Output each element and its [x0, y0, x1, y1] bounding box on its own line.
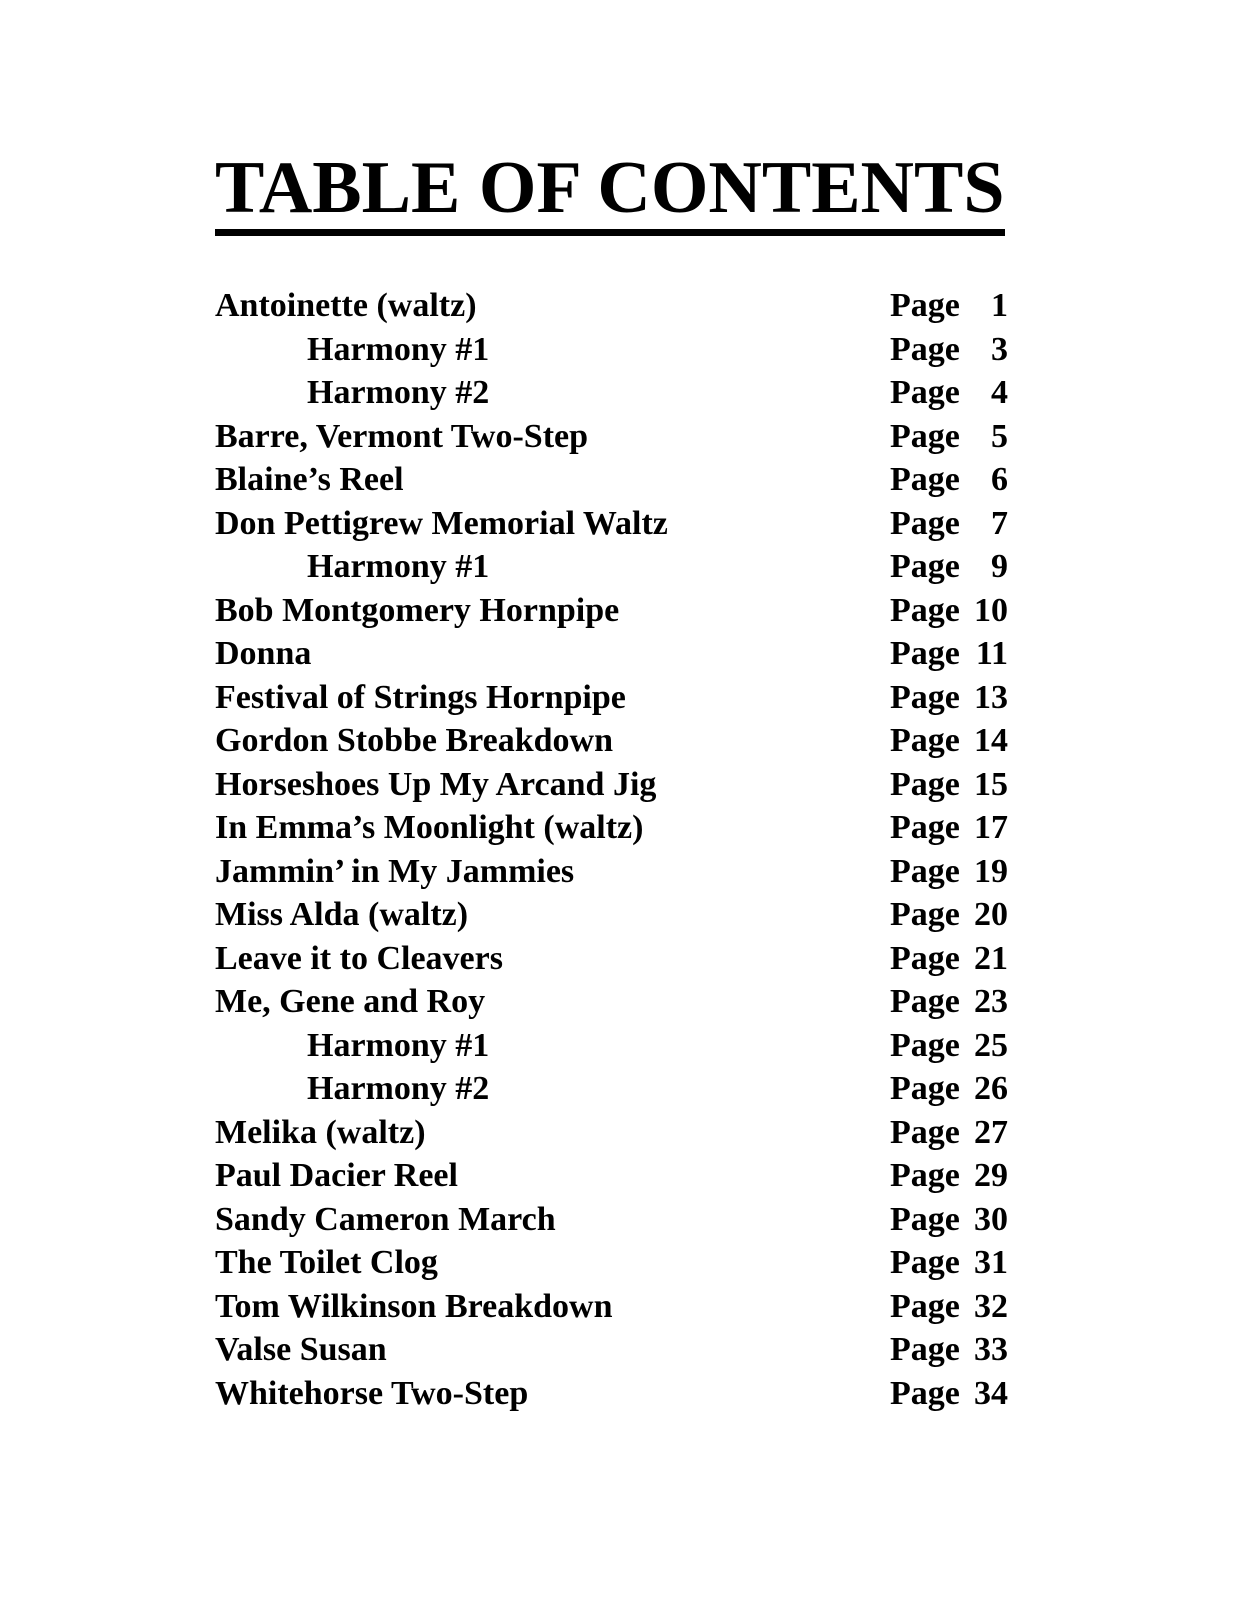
- toc-entry-page: [890, 1372, 1008, 1416]
- toc-entry-page: [890, 545, 1008, 589]
- toc-entry-page: [890, 719, 1008, 763]
- toc-entry: [215, 458, 1008, 502]
- toc-entry-title: Antoinette (waltz): [215, 287, 477, 325]
- toc-entry-title: Harmony #1: [307, 330, 490, 368]
- toc-entry-title: Tom Wilkinson Breakdown: [215, 1287, 613, 1325]
- toc-entry-page: [890, 980, 1008, 1024]
- toc-entry-page: [890, 1328, 1008, 1372]
- toc-entry-page-word: Page: [890, 1070, 960, 1108]
- toc-entry-page-word: Page: [890, 1287, 960, 1325]
- toc-entry-title: Me, Gene and Roy: [215, 983, 486, 1021]
- toc-entry-page-number: 29: [974, 1157, 1008, 1195]
- toc-entry-page: [890, 1154, 1008, 1198]
- toc-entry-page: [890, 676, 1008, 720]
- toc-entry-page-word: Page: [890, 809, 960, 847]
- toc-entry-page-number: 4: [991, 374, 1008, 412]
- toc-entry-page-word: Page: [890, 896, 960, 934]
- toc-entry: [215, 1285, 1008, 1329]
- toc-entry-page: [890, 1067, 1008, 1111]
- toc-entry-page-word: Page: [890, 548, 960, 586]
- toc-entry: [215, 676, 1008, 720]
- toc-entry-page: [890, 632, 1008, 676]
- toc-entry-title: Whitehorse Two-Step: [215, 1374, 529, 1412]
- toc-entry: [215, 545, 1008, 589]
- toc-entry-title: Horseshoes Up My Arcand Jig: [215, 765, 657, 803]
- toc-entry-page-number: 13: [974, 678, 1008, 716]
- toc-entry-page: [890, 284, 1008, 328]
- toc-entry-title: Gordon Stobbe Breakdown: [215, 722, 614, 760]
- toc-entry-page-number: 10: [974, 591, 1008, 629]
- toc-entry: [215, 980, 1008, 1024]
- toc-entry: [215, 1372, 1008, 1416]
- toc-entry-page: [890, 763, 1008, 807]
- toc-entry-page-word: Page: [890, 1200, 960, 1238]
- toc-entry-page-word: Page: [890, 939, 960, 977]
- toc-entry-page-word: Page: [890, 765, 960, 803]
- toc-entry-page: [890, 1024, 1008, 1068]
- toc-entry-title: Blaine’s Reel: [215, 461, 404, 499]
- toc-entry-page-word: Page: [890, 461, 960, 499]
- toc-entry: [215, 284, 1008, 328]
- toc-entry-page-number: 26: [974, 1070, 1008, 1108]
- toc-entry-title: In Emma’s Moonlight (waltz): [215, 809, 644, 847]
- toc-entry: [215, 632, 1008, 676]
- toc-entry: [215, 893, 1008, 937]
- toc-entry-page-number: 1: [991, 287, 1008, 325]
- toc-entry: [215, 763, 1008, 807]
- toc-entry: [215, 328, 1008, 372]
- toc-entry-page-word: Page: [890, 374, 960, 412]
- toc-entry-page-number: 3: [991, 330, 1008, 368]
- toc-entry-page-word: Page: [890, 1331, 960, 1369]
- toc-entry-title: Melika (waltz): [215, 1113, 426, 1151]
- toc-entry-title: The Toilet Clog: [215, 1244, 438, 1282]
- toc-entry: [215, 1328, 1008, 1372]
- toc-entry-page: [890, 1285, 1008, 1329]
- toc-entry-title: Jammin’ in My Jammies: [215, 852, 575, 890]
- toc-entry-page: [890, 937, 1008, 981]
- toc-entry-title: Paul Dacier Reel: [215, 1157, 458, 1195]
- toc-entry: [215, 937, 1008, 981]
- toc-entry-page-number: 32: [974, 1287, 1008, 1325]
- toc-entry-page-number: 7: [991, 504, 1008, 542]
- toc-entry-page-number: 34: [974, 1374, 1008, 1412]
- toc-entry-title: Miss Alda (waltz): [215, 896, 469, 934]
- toc-entry-page-number: 15: [974, 765, 1008, 803]
- toc-entry-page: [890, 415, 1008, 459]
- toc-entry-title: Festival of Strings Hornpipe: [215, 678, 626, 716]
- toc-entry-page-number: 9: [991, 548, 1008, 586]
- toc-list: [215, 284, 1008, 1415]
- toc-entry: [215, 589, 1008, 633]
- toc-entry-page-number: 17: [974, 809, 1008, 847]
- toc-entry-page-word: Page: [890, 852, 960, 890]
- toc-entry-title: Sandy Cameron March: [215, 1200, 556, 1238]
- toc-entry-page-word: Page: [890, 678, 960, 716]
- toc-entry-page-word: Page: [890, 983, 960, 1021]
- toc-entry: [215, 1067, 1008, 1111]
- toc-entry-title: Don Pettigrew Memorial Waltz: [215, 504, 668, 542]
- toc-entry-page-word: Page: [890, 1374, 960, 1412]
- toc-entry-page-word: Page: [890, 417, 960, 455]
- toc-entry: [215, 502, 1008, 546]
- toc-entry-page-word: Page: [890, 330, 960, 368]
- toc-entry-page-word: Page: [890, 1026, 960, 1064]
- toc-entry-page-number: 6: [991, 461, 1008, 499]
- page-title: TABLE OF CONTENTS: [215, 148, 1005, 236]
- toc-entry: [215, 1111, 1008, 1155]
- toc-entry: [215, 371, 1008, 415]
- toc-entry-title: Barre, Vermont Two-Step: [215, 417, 589, 455]
- toc-entry-page: [890, 502, 1008, 546]
- toc-entry-page-word: Page: [890, 1157, 960, 1195]
- toc-entry: [215, 1198, 1008, 1242]
- toc-entry-page-word: Page: [890, 635, 960, 673]
- toc-entry-page-number: 31: [974, 1244, 1008, 1282]
- toc-entry-page-word: Page: [890, 504, 960, 542]
- toc-entry-page-number: 21: [974, 939, 1008, 977]
- toc-entry-page-word: Page: [890, 722, 960, 760]
- toc-entry: [215, 1024, 1008, 1068]
- toc-entry-page: [890, 1111, 1008, 1155]
- toc-entry-page-number: 30: [974, 1200, 1008, 1238]
- toc-entry-page-word: Page: [890, 1244, 960, 1282]
- toc-entry: [215, 1154, 1008, 1198]
- toc-entry-title: Harmony #1: [307, 548, 490, 586]
- toc-entry-page-number: 19: [974, 852, 1008, 890]
- toc-entry-title: Harmony #2: [307, 1070, 490, 1108]
- toc-entry-page: [890, 850, 1008, 894]
- toc-entry-page-word: Page: [890, 287, 960, 325]
- toc-entry: [215, 1241, 1008, 1285]
- toc-entry-page: [890, 1198, 1008, 1242]
- toc-entry-page-number: 33: [974, 1331, 1008, 1369]
- toc-entry-page-number: 20: [974, 896, 1008, 934]
- toc-entry-page: [890, 1241, 1008, 1285]
- toc-entry: [215, 806, 1008, 850]
- toc-entry-page-number: 5: [991, 417, 1008, 455]
- toc-entry-page: [890, 589, 1008, 633]
- toc-entry-title: Harmony #2: [307, 374, 490, 412]
- toc-entry-page: [890, 328, 1008, 372]
- toc-entry-page-number: 14: [974, 722, 1008, 760]
- toc-entry-page-word: Page: [890, 1113, 960, 1151]
- toc-entry-title: Leave it to Cleavers: [215, 939, 503, 977]
- toc-entry-page-number: 11: [975, 635, 1008, 673]
- toc-entry-page-number: 23: [974, 983, 1008, 1021]
- toc-entry: [215, 415, 1008, 459]
- toc-entry-title: Valse Susan: [215, 1331, 387, 1369]
- toc-entry-title: Harmony #1: [307, 1026, 490, 1064]
- toc-entry-page: [890, 371, 1008, 415]
- toc-entry: [215, 850, 1008, 894]
- toc-entry-page: [890, 458, 1008, 502]
- toc-entry-title: Donna: [215, 635, 312, 673]
- toc-entry-page-number: 27: [974, 1113, 1008, 1151]
- toc-entry-page: [890, 893, 1008, 937]
- toc-entry-page: [890, 806, 1008, 850]
- toc-entry-title: Bob Montgomery Hornpipe: [215, 591, 620, 629]
- toc-entry: [215, 719, 1008, 763]
- toc-entry-page-word: Page: [890, 591, 960, 629]
- toc-entry-page-number: 25: [974, 1026, 1008, 1064]
